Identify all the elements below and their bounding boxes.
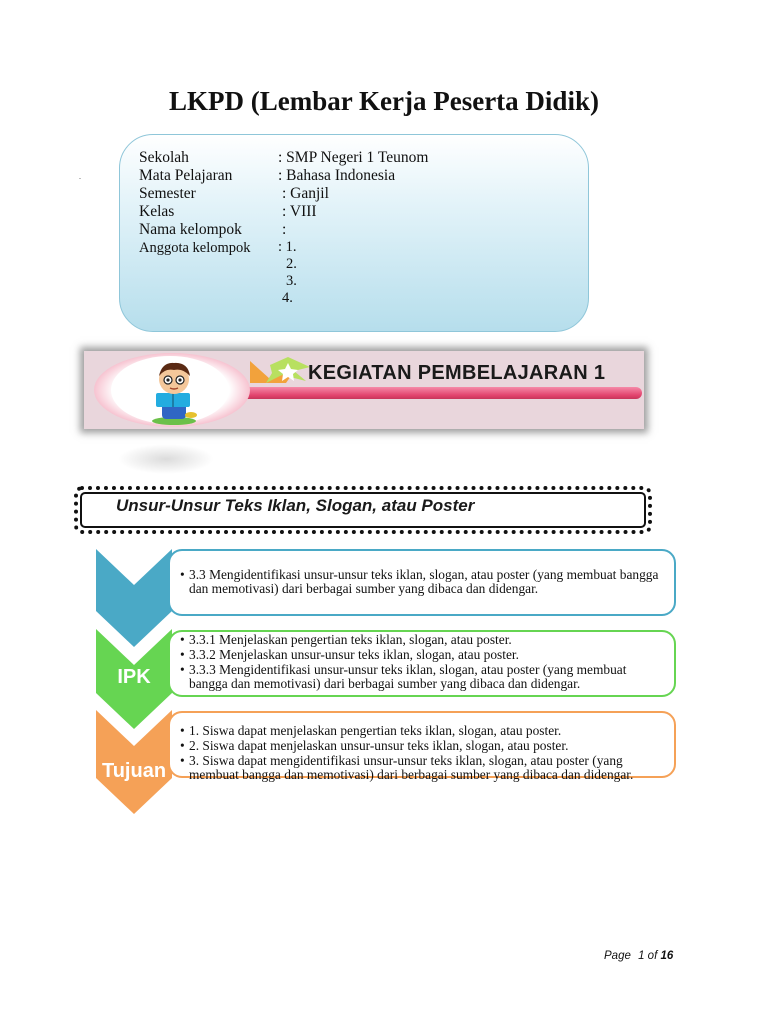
value-semester: : Ganjil (282, 185, 329, 202)
page-word: Page (604, 950, 631, 962)
ipk-card (168, 630, 676, 697)
label-semester: Semester (139, 185, 196, 202)
tujuan-item: • 1. Siswa dapat menjelaskan pengertian teks iklan, slogan, atau poster. (172, 724, 674, 738)
tujuan-label: Tujuan (101, 760, 167, 782)
identity-box (119, 134, 589, 332)
page-number: 1 (638, 950, 645, 962)
kd-card (168, 549, 676, 616)
kd-item: • 3.3 Mengidentifikasi unsur-unsur teks iklan, slogan, atau poster (yang membuat bangga dan memotivasi) dari berbagai sumber yang dibaca dan didengar. (172, 568, 668, 596)
document-title: LKPD (Lembar Kerja Peserta Didik) (169, 86, 599, 116)
label-nama-kelompok: Nama kelompok (139, 221, 242, 238)
tujuan-card (168, 711, 676, 782)
tujuan-item: • 2. Siswa dapat menjelaskan unsur-unsur teks iklan, slogan, atau poster. (172, 739, 674, 753)
value-nama-kelompok: : (282, 221, 287, 238)
label-anggota-kelompok: Anggota kelompok (139, 240, 251, 256)
of-word: of (647, 950, 658, 962)
label-mata-pelajaran: Mata Pelajaran (139, 167, 233, 184)
banner-stripe (244, 387, 642, 399)
ipk-item: • 3.3.1 Menjelaskan pengertian teks iklan, slogan, atau poster. (172, 633, 668, 647)
value-kelas: : VIII (282, 203, 317, 220)
label-sekolah: Sekolah (139, 149, 189, 166)
student-reading-icon (134, 359, 214, 425)
value-sekolah: : SMP Negeri 1 Teunom (278, 149, 429, 166)
tujuan-item: • 3. Siswa dapat mengidentifikasi unsur-unsur teks iklan, slogan, atau poster (yang (172, 754, 674, 768)
stray-dot: . (79, 172, 81, 181)
value-mata-pelajaran: : Bahasa Indonesia (278, 167, 396, 184)
ipk-item: • 3.3.3 Mengidentifikasi unsur-unsur teks iklan, slogan, atau poster (yang membuat bangga dan memotivasi) dari berbagai sumber yang dibaca dan didengar. (172, 663, 668, 691)
ipk-label: IPK (117, 666, 151, 688)
activity-banner (84, 351, 644, 429)
page-footer (604, 950, 673, 962)
value-anggota-1: : 1. (278, 239, 297, 255)
page-total: 16 (660, 950, 674, 962)
banner-shadow (118, 444, 214, 474)
member-4: 4. (282, 290, 293, 306)
topic-title: Unsur-Unsur Teks Iklan, Slogan, atau Poster (116, 496, 475, 515)
tujuan-item-continued: membuat bangga dan memotivasi) dari berbagai sumber yang dibaca dan didengar. (189, 767, 634, 782)
label-kelas: Kelas (139, 203, 175, 220)
banner-emblem (94, 353, 250, 427)
ipk-item: • 3.3.2 Menjelaskan unsur-unsur teks iklan, slogan, atau poster. (172, 648, 668, 662)
member-3: 3. (286, 273, 297, 289)
topic-box (74, 486, 652, 534)
banner-title: KEGIATAN PEMBELAJARAN 1 (308, 362, 606, 384)
member-2: 2. (286, 256, 297, 272)
